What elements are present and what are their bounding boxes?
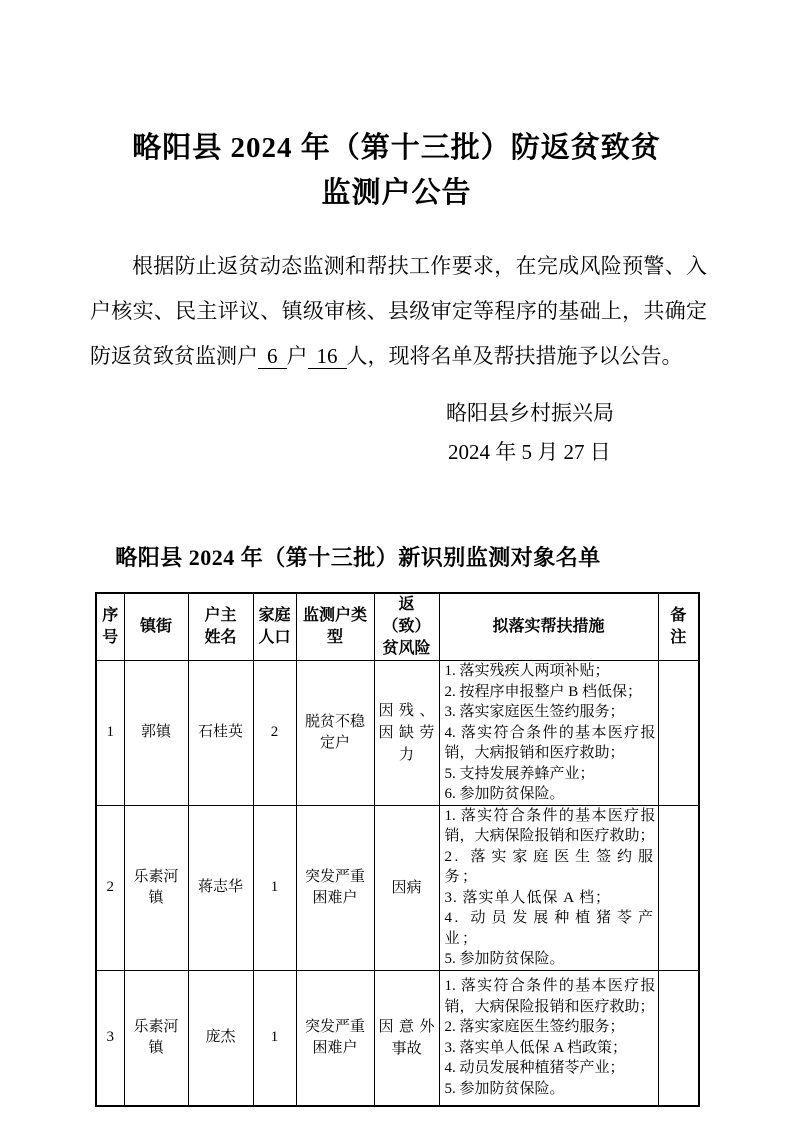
measure-item: 5. 参加防贫保险。: [444, 1080, 565, 1097]
households-count-underlined: 6: [258, 344, 287, 369]
support-measures-cell: [439, 805, 658, 970]
householder-name-cell: 蒋志华: [188, 805, 253, 970]
measure-item: 4. 动员发展种植猪苓产业；: [444, 1060, 625, 1077]
table-header-row: [96, 593, 699, 661]
measure-item: 3. 落实单人低保 A 档政策；: [444, 1039, 628, 1056]
table-row: [96, 661, 699, 806]
announcement-paragraph: [90, 244, 707, 379]
monitor-type-cell: 突发严重困难户: [296, 805, 374, 970]
remarks-cell: [658, 661, 699, 806]
measure-item: 5. 参加防贫保险。: [444, 951, 565, 967]
col-header-seq: 序 号: [96, 593, 124, 661]
paragraph-text-before: 根据防止返贫动态监测和帮扶工作要求，在完成风险预警、入户核实、民主评议、镇级审核、县级审定等程序的基础上，共确定防返贫致贫监测户: [90, 254, 707, 368]
col-header-family-size: 家庭 人口: [253, 593, 296, 661]
town-cell: 郭镇: [124, 661, 188, 806]
town-cell: 乐素河镇: [124, 805, 188, 970]
monitor-type-cell: 脱贫不稳定户: [296, 661, 374, 806]
family-size-cell: 1: [253, 970, 296, 1106]
seq-cell: 2: [96, 805, 124, 970]
table-row: [96, 970, 699, 1106]
monitoring-roster-table: [95, 592, 700, 1107]
measure-item: 4. 动员发展种植猪苓产业；: [444, 910, 656, 947]
table-row: [96, 805, 699, 970]
poverty-risk-cell: 因病: [374, 805, 439, 970]
family-size-cell: 2: [253, 661, 296, 806]
seq-cell: 3: [96, 970, 124, 1106]
people-count-underlined: 16: [308, 344, 347, 369]
measure-item: 1. 落实符合条件的基本医疗报销，大病保险报销和医疗救助；: [444, 807, 656, 844]
support-measures-cell: [439, 970, 658, 1106]
issue-date: 2024 年 5 月 27 日: [448, 440, 611, 464]
measure-item: 2. 落实家庭医生签约服务；: [444, 1019, 625, 1036]
remarks-cell: [658, 805, 699, 970]
measure-item: 3. 落实家庭医生签约服务；: [444, 704, 625, 720]
support-measures-cell: [439, 661, 658, 806]
col-header-monitor-type: 监测户类 型: [296, 593, 374, 661]
paragraph-text-after: 人，现将名单及帮扶措施予以公告。: [346, 344, 683, 368]
table-title: 略阳县 2024 年（第十三批）新识别监测对象名单: [115, 545, 601, 570]
table-header: [96, 593, 699, 661]
monitor-type-cell: 突发严重困难户: [296, 970, 374, 1106]
measure-item: 6. 参加防贫保险。: [444, 786, 565, 802]
family-size-cell: 1: [253, 805, 296, 970]
col-header-town: 镇街: [124, 593, 188, 661]
col-header-householder-name: 户主 姓名: [188, 593, 253, 661]
document-title-line-2: 监测户公告: [321, 177, 472, 209]
document-title-line-1: 略阳县 2024 年（第十三批）防返贫致贫: [132, 132, 661, 164]
col-header-poverty-risk: 返（致） 贫风险: [374, 593, 439, 661]
col-header-remarks: 备 注: [658, 593, 699, 661]
householder-name-cell: 石桂英: [188, 661, 253, 806]
measure-item: 1. 落实符合条件的基本医疗报销，大病保险报销和医疗救助；: [444, 978, 656, 1015]
measure-item: 2. 落实家庭医生签约服务；: [444, 848, 656, 885]
seq-cell: 1: [96, 661, 124, 806]
householder-name-cell: 庞杰: [188, 970, 253, 1106]
measure-item: 1. 落实残疾人两项补贴；: [444, 663, 610, 679]
paragraph-text-between: 户: [286, 344, 308, 368]
measure-item: 4. 落实符合条件的基本医疗报销，大病报销和医疗救助；: [444, 724, 656, 761]
measure-item: 3. 落实单人低保 A 档；: [444, 889, 612, 906]
poverty-risk-cell: 因残、因缺劳力: [374, 661, 439, 806]
document-title: [20, 126, 773, 216]
remarks-cell: [658, 970, 699, 1106]
measure-item: 5. 支持发展养蜂产业；: [444, 765, 595, 782]
table-body: [96, 661, 699, 1107]
issuing-authority: 略阳县乡村振兴局: [446, 401, 614, 425]
measure-item: 2. 按程序申报整户 B 档低保；: [444, 683, 643, 700]
town-cell: 乐素河镇: [124, 970, 188, 1106]
poverty-risk-cell: 因意外事故: [374, 970, 439, 1106]
col-header-support-measures: 拟落实帮扶措施: [439, 593, 658, 661]
